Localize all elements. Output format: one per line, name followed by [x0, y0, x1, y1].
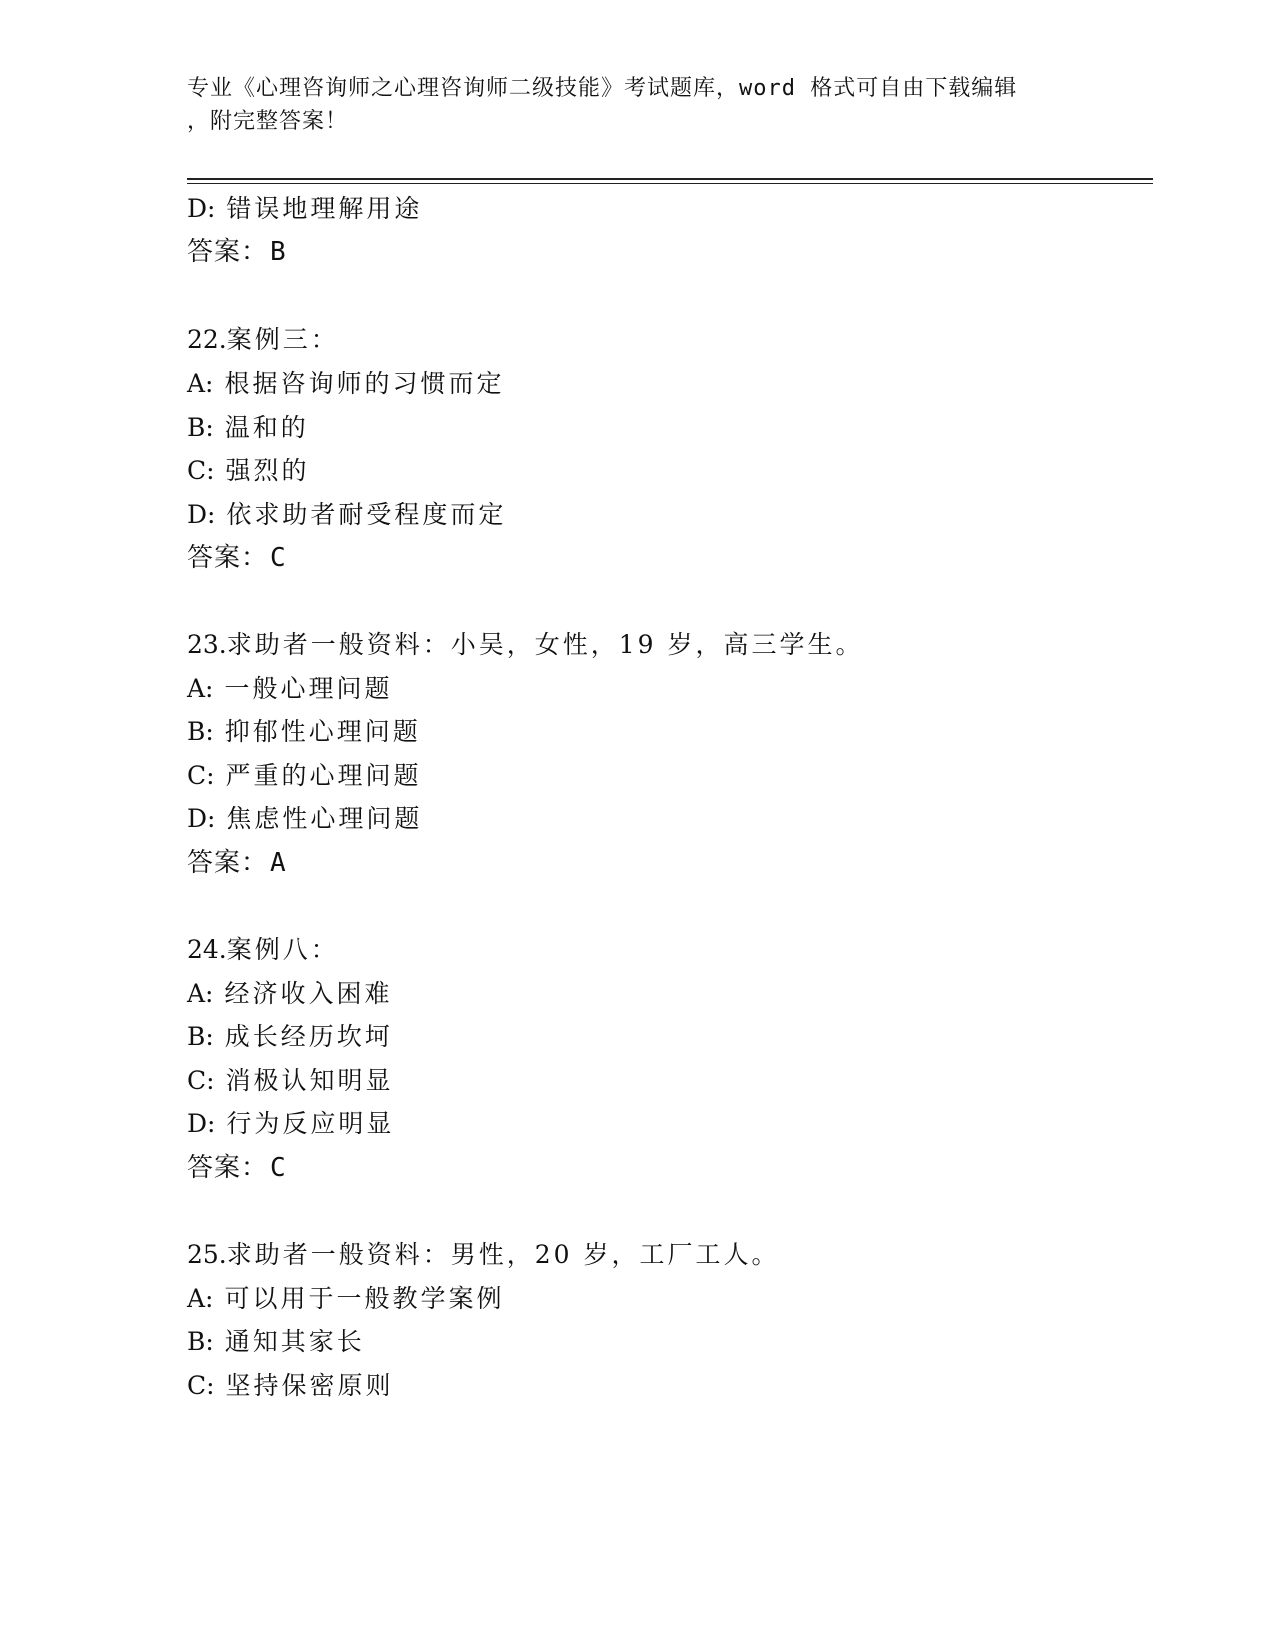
option-text: 强烈的 — [225, 456, 310, 485]
question-number: 25. — [187, 1240, 227, 1269]
header-title-line: 专业《心理咨询师之心理咨询师二级技能》考试题库，word 格式可自由下载编辑 — [187, 76, 1018, 101]
option-a — [187, 369, 504, 399]
option-b — [187, 413, 309, 443]
option-b — [187, 1022, 393, 1052]
option-text: 经济收入困难 — [224, 979, 393, 1008]
answer-line — [187, 543, 287, 573]
option-c — [187, 761, 422, 791]
option-letter: B: — [187, 1327, 214, 1356]
option-letter: D: — [187, 804, 216, 833]
answer-value: C — [270, 1153, 287, 1183]
answer-value: A — [270, 848, 287, 878]
question-text: 求助者一般资料：男性，20 岁，工厂工人。 — [226, 1240, 780, 1269]
question-number: 22. — [187, 325, 227, 354]
answer-line — [187, 1153, 287, 1183]
option-text: 焦虑性心理问题 — [226, 804, 423, 833]
option-letter: A: — [187, 1284, 214, 1313]
answer-value: B — [270, 237, 287, 267]
option-text: 成长经历坎坷 — [224, 1022, 393, 1051]
option-letter: A: — [187, 369, 214, 398]
option-letter: B: — [187, 717, 214, 746]
option-letter: D: — [187, 500, 216, 529]
question-stem — [187, 935, 339, 965]
option-text: 温和的 — [224, 413, 309, 442]
option-text: 错误地理解用途 — [226, 194, 423, 223]
question-stem — [187, 630, 864, 660]
option-b — [187, 717, 421, 747]
option-text: 消极认知明显 — [225, 1066, 394, 1095]
option-text: 依求助者耐受程度而定 — [226, 500, 507, 529]
document-header — [187, 72, 1067, 138]
question-number: 23. — [187, 630, 227, 659]
question-stem — [187, 1240, 780, 1270]
option-text: 行为反应明显 — [226, 1109, 395, 1138]
option-a — [187, 1284, 504, 1314]
answer-label: 答案： — [187, 543, 269, 573]
option-d — [187, 1109, 394, 1139]
option-d — [187, 194, 422, 224]
option-letter: C: — [187, 456, 215, 485]
option-d — [187, 804, 422, 834]
option-text: 严重的心理问题 — [225, 761, 422, 790]
header-title-continuation: ，附完整答案！ — [187, 109, 349, 134]
option-a — [187, 674, 392, 704]
option-a — [187, 979, 392, 1009]
option-c — [187, 1371, 394, 1401]
option-text: 抑郁性心理问题 — [224, 717, 421, 746]
header-divider-thin — [187, 183, 1153, 184]
answer-line — [187, 848, 287, 878]
option-letter: B: — [187, 413, 214, 442]
option-text: 坚持保密原则 — [225, 1371, 394, 1400]
header-divider-thick — [187, 178, 1153, 180]
question-text: 案例三： — [226, 325, 339, 354]
option-letter: C: — [187, 761, 215, 790]
option-letter: A: — [187, 979, 214, 1008]
option-letter: D: — [187, 194, 216, 223]
answer-line — [187, 237, 287, 267]
option-c — [187, 1066, 394, 1096]
question-text: 案例八： — [226, 935, 339, 964]
option-c — [187, 456, 310, 486]
option-d — [187, 500, 506, 530]
option-letter: A: — [187, 674, 214, 703]
option-letter: C: — [187, 1371, 215, 1400]
option-letter: B: — [187, 1022, 214, 1051]
answer-value: C — [270, 543, 287, 573]
answer-label: 答案： — [187, 237, 269, 267]
option-text: 通知其家长 — [224, 1327, 365, 1356]
question-text: 求助者一般资料：小吴，女性，19 岁，高三学生。 — [226, 630, 864, 659]
answer-label: 答案： — [187, 1153, 269, 1183]
option-letter: D: — [187, 1109, 216, 1138]
option-b — [187, 1327, 365, 1357]
question-number: 24. — [187, 935, 227, 964]
answer-label: 答案： — [187, 848, 269, 878]
option-text: 根据咨询师的习惯而定 — [224, 369, 505, 398]
question-stem — [187, 325, 339, 355]
option-text: 可以用于一般教学案例 — [224, 1284, 505, 1313]
option-letter: C: — [187, 1066, 215, 1095]
option-text: 一般心理问题 — [224, 674, 393, 703]
